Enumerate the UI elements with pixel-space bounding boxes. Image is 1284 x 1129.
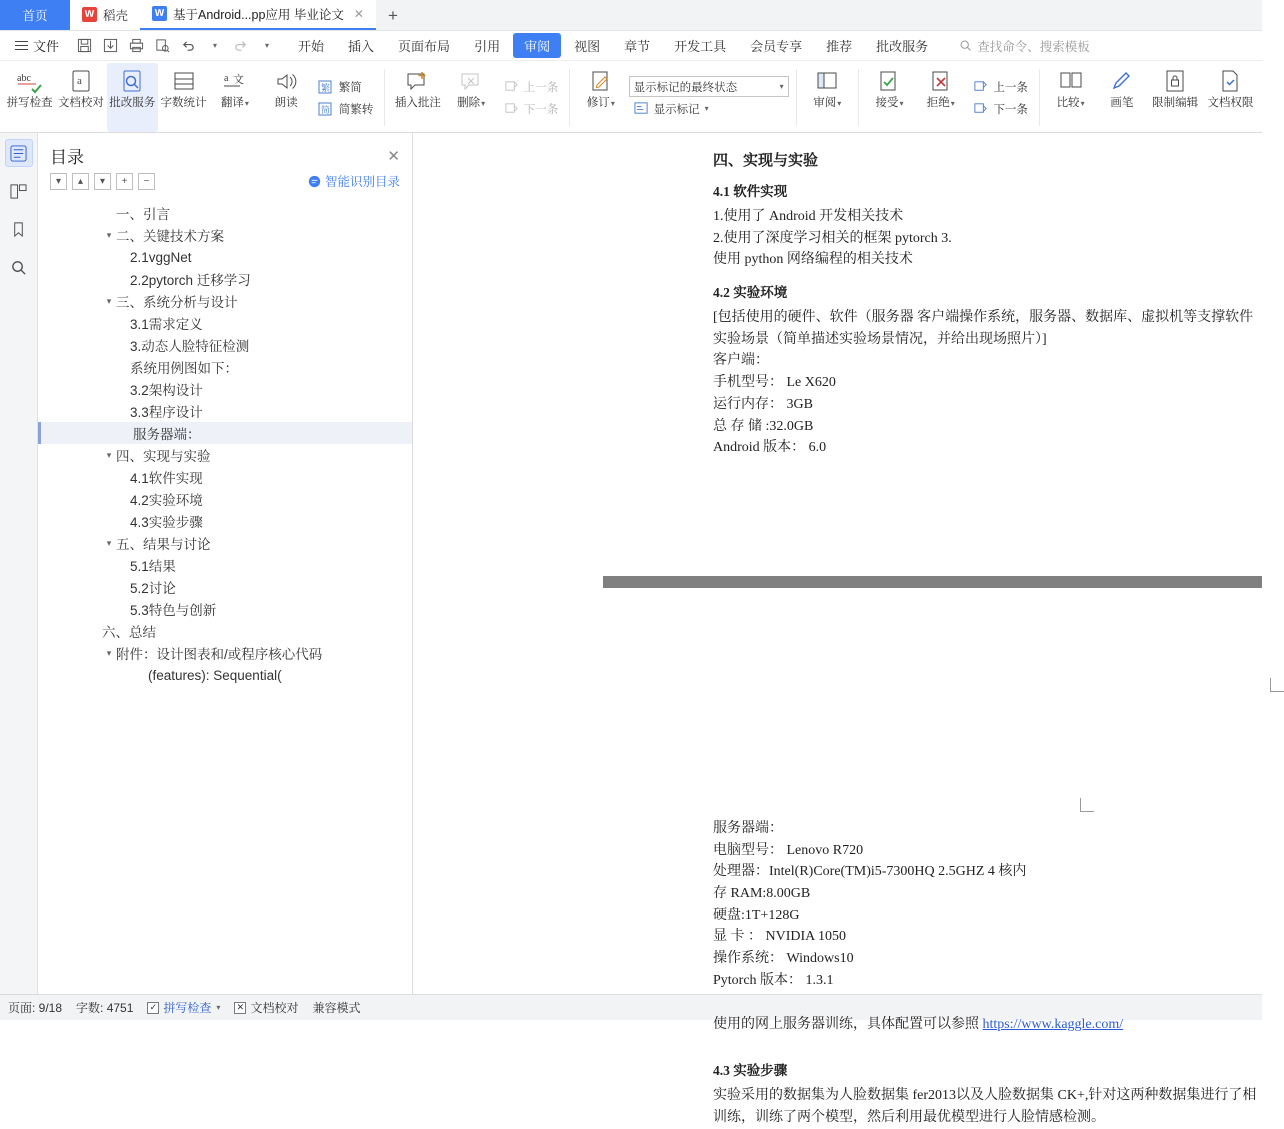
toc-item-label: 4.2实验环境	[130, 493, 203, 508]
to-traditional-label: 繁简	[338, 81, 362, 94]
toc-item-label: 5.2讨论	[130, 581, 176, 596]
toc-item[interactable]	[38, 334, 412, 356]
speaker-icon	[273, 68, 299, 96]
toc-item[interactable]	[38, 532, 412, 554]
tab-bar	[0, 0, 1262, 31]
insert-comment-label: 插入批注	[394, 97, 441, 109]
toc-list[interactable]	[38, 196, 412, 994]
pen-icon	[1109, 68, 1135, 96]
show-markup-label: 显示标记	[653, 103, 700, 116]
expand-level-down-button[interactable]: ▾	[94, 173, 111, 190]
compare-label: 比较▾	[1056, 97, 1085, 109]
spellcheck-label: 拼写检查	[163, 1001, 212, 1015]
to-simplified-button[interactable]	[314, 98, 378, 119]
spell-check-label: 拼写检查	[6, 97, 53, 109]
compare-button[interactable]	[1045, 63, 1096, 132]
word-count-label: 字数统计	[160, 97, 207, 109]
doc-permission-label: 文档权限	[1207, 97, 1254, 109]
toc-item-label: 三、系统分析与设计	[116, 295, 238, 310]
markup-state-select[interactable]	[629, 76, 789, 97]
collapse-all-button[interactable]: ▾	[50, 173, 67, 190]
pen-label: 画笔	[1110, 97, 1134, 109]
prev-comment-button[interactable]	[499, 76, 563, 97]
svg-text:a: a	[76, 75, 82, 87]
doc-line: Pytorch 版本： 1.3.1	[713, 972, 834, 988]
sidebar-item-find[interactable]	[5, 253, 33, 281]
outline-icon	[10, 145, 27, 162]
writer-doc-icon: W	[152, 6, 167, 21]
to-simplified-label: 简繁转	[338, 103, 374, 116]
toc-item[interactable]	[38, 554, 412, 576]
compare-icon	[1058, 68, 1084, 96]
toc-item-label: 2.2pytorch 迁移学习	[130, 273, 251, 288]
sidebar-item-thumbnail[interactable]	[5, 177, 33, 205]
svg-text:文: 文	[232, 74, 244, 86]
restrict-edit-label: 限制编辑	[1152, 97, 1199, 109]
track-changes-button[interactable]	[575, 63, 626, 132]
doc-subheading-43: 4.3 实验步骤	[713, 1063, 788, 1079]
comment-del-icon	[458, 68, 484, 96]
search-icon	[959, 39, 972, 52]
reject-label: 拒绝▾	[926, 97, 955, 109]
svg-text:简: 简	[321, 104, 331, 115]
toc-item[interactable]	[38, 664, 412, 686]
tab-home-label: 首页	[22, 8, 48, 23]
collapse-sub-button[interactable]: −	[138, 173, 155, 190]
quick-access-toolbar	[72, 34, 279, 58]
to-traditional-button[interactable]	[314, 76, 378, 97]
doc-line: [包括使用的硬件、软件（服务器 客户端操作系统，服务器、数据库、虚拟机等支撑软件	[713, 310, 1254, 326]
doc-line: 显 卡 ： NVIDIA 1050	[713, 929, 846, 945]
toc-item[interactable]	[38, 620, 412, 642]
expand-level-up-button[interactable]: ▴	[72, 173, 89, 190]
smart-toc-button[interactable]	[308, 172, 400, 190]
navigation-header	[38, 133, 412, 170]
chevron-down-icon: ▾	[779, 82, 784, 91]
doc-proofread-label: 文档校对	[57, 97, 104, 109]
doc-line: 服务器端：	[713, 821, 783, 836]
toc-item[interactable]	[38, 224, 412, 246]
sidebar-item-bookmark[interactable]	[5, 215, 33, 243]
ribbon-tab-view[interactable]: 视图	[574, 39, 601, 54]
doc-line: 存 RAM:8.00GB	[713, 886, 811, 902]
sidebar-item-outline[interactable]	[5, 139, 33, 167]
toc-item[interactable]	[38, 202, 412, 224]
toc-item-label: (features): Sequential(	[148, 667, 282, 683]
doc-line: 训练，训练了两个模型，然后利用最优模型进行人脸情感检测。	[713, 1109, 1105, 1125]
toc-item-label: 4.3实验步骤	[130, 515, 203, 530]
toc-item[interactable]	[38, 510, 412, 532]
editor-left-margin	[413, 133, 603, 994]
toc-item-label: 五、结果与讨论	[116, 537, 211, 552]
lock-doc-icon	[1162, 68, 1188, 96]
toc-item-label: 4.1软件实现	[130, 471, 203, 486]
simp-trad-icon	[318, 101, 335, 117]
doc-line: 运行内存： 3GB	[713, 396, 813, 412]
toc-item[interactable]	[38, 246, 412, 268]
prev-comment-label: 上一条	[523, 81, 559, 94]
expand-all-button[interactable]: +	[116, 173, 133, 190]
divider	[1039, 69, 1040, 126]
spell-check-button[interactable]	[4, 63, 55, 132]
print-icon[interactable]	[124, 34, 149, 58]
ribbon-tab-chapter[interactable]: 章节	[624, 39, 651, 54]
ribbon-tab-correction[interactable]: 批改服务	[876, 39, 929, 54]
correction-service-label: 批改服务	[109, 97, 156, 109]
reject-icon	[928, 68, 954, 96]
page-indicator[interactable]	[8, 999, 62, 1016]
comment-nav-group	[497, 63, 565, 132]
print-preview-icon[interactable]	[150, 34, 175, 58]
close-icon[interactable]: ✕	[387, 147, 400, 165]
track-pen-icon	[588, 68, 614, 96]
toc-item[interactable]	[38, 598, 412, 620]
ribbon-tab-recommend[interactable]: 推荐	[826, 39, 853, 54]
toc-item[interactable]	[38, 488, 412, 510]
page-indicator-label: 页面: 9/18	[8, 1001, 63, 1015]
accept-button[interactable]	[864, 63, 915, 132]
svg-text:a: a	[223, 73, 229, 84]
doc-link-line	[713, 1014, 1262, 1036]
divider	[796, 69, 797, 126]
toc-item[interactable]	[38, 466, 412, 488]
reject-button[interactable]	[915, 63, 966, 132]
doc-line: 2.使用了深度学习相关的框架 pytorch 3.	[713, 230, 952, 246]
review-pane-label: 审阅▾	[813, 97, 842, 109]
undo-dropdown-icon[interactable]: ▾	[213, 41, 218, 50]
doc-line: 处理器：Intel(R)Core(TM)i5-7300HQ 2.5GHZ 4 核内	[713, 864, 1027, 880]
chevron-down-icon[interactable]: ▾	[106, 229, 112, 240]
toc-item-label: 系统用例图如下：	[130, 361, 238, 376]
translate-icon	[222, 68, 248, 96]
delete-comment-label: 删除▾	[457, 97, 486, 109]
ribbon-tab-developer[interactable]: 开发工具	[674, 39, 727, 54]
doc-line: Android 版本： 6.0	[713, 440, 827, 456]
doc-line: 1.使用了 Android 开发相关技术	[713, 209, 904, 224]
toc-item-label: 3.1需求定义	[130, 317, 203, 332]
next-icon	[503, 101, 520, 116]
navigation-pane	[38, 133, 413, 994]
toc-item-label: 5.1结果	[130, 559, 176, 574]
next-comment-button[interactable]	[499, 98, 563, 119]
ribbon-tab-references[interactable]: 引用	[474, 39, 501, 54]
prev-icon	[972, 79, 989, 94]
tab-document-label: 基于Android...pp应用 毕业论文	[173, 7, 344, 22]
compatibility-mode[interactable]	[312, 999, 360, 1016]
spellcheck-icon: ✓	[147, 1002, 159, 1014]
ribbon-tab-page-layout[interactable]: 页面布局	[398, 39, 451, 54]
delete-comment-button[interactable]	[446, 63, 497, 132]
pen-button[interactable]	[1096, 63, 1147, 132]
svg-text:abc: abc	[16, 73, 31, 84]
document-canvas[interactable]	[413, 133, 1262, 1125]
save-as-icon[interactable]	[98, 34, 123, 58]
toc-item[interactable]	[38, 400, 412, 422]
read-aloud-button[interactable]	[260, 63, 311, 132]
doc-line: 总 存 储 :32.0GB	[713, 418, 814, 434]
toc-item-label: 一、引言	[116, 207, 170, 222]
file-menu-button[interactable]	[6, 34, 68, 58]
doc-line: 手机型号： Le X620	[713, 375, 836, 391]
permission-doc-icon	[1217, 68, 1243, 96]
toc-item-label: 2.1vggNet	[130, 249, 192, 265]
page-corner-mark	[1080, 798, 1094, 812]
toc-item-label: 二、关键技术方案	[116, 229, 224, 244]
doc-subheading-42: 4.2 实验环境	[713, 285, 788, 301]
bookmark-icon	[10, 221, 27, 238]
insert-comment-button[interactable]	[390, 63, 445, 132]
wps-docer-icon: W	[82, 7, 97, 22]
accept-label: 接受▾	[875, 97, 904, 109]
translate-button[interactable]	[209, 63, 260, 132]
ribbon-tab-review[interactable]: 审阅	[513, 33, 561, 58]
document-page-2[interactable]	[603, 588, 1262, 1125]
magnifier-doc-icon	[119, 68, 145, 96]
doc-proofread-button[interactable]	[55, 63, 106, 132]
show-markup-icon	[633, 101, 650, 116]
toc-item-label: 附件：设计图表和/或程序核心代码	[116, 647, 323, 662]
review-pane-icon	[814, 68, 840, 96]
word-count-button[interactable]	[158, 63, 209, 132]
side-rail	[0, 133, 38, 994]
chevron-down-icon[interactable]: ▾	[106, 647, 112, 658]
doc-line: 客户端：	[713, 353, 769, 369]
save-icon[interactable]	[72, 34, 97, 58]
prev-change-label: 上一条	[993, 81, 1028, 94]
ribbon-toolbar	[0, 61, 1262, 133]
hamburger-icon	[15, 38, 28, 53]
tab-home[interactable]	[0, 0, 70, 30]
proofread-status[interactable]	[234, 999, 298, 1016]
divider	[569, 69, 570, 126]
doc-line: 实验场景（简单描述实验场景情况，并给出现场照片）]	[713, 331, 1047, 347]
doc-line: 使用 python 网络编程的相关技术	[713, 252, 913, 268]
menu-bar	[0, 31, 1262, 61]
command-search[interactable]	[959, 37, 1090, 55]
toc-item-label: 四、实现与实验	[116, 449, 211, 464]
chevron-down-icon[interactable]: ▾	[106, 449, 112, 460]
toc-item-selected[interactable]	[38, 422, 412, 444]
page-title: 目录	[50, 148, 84, 167]
spellcheck-status[interactable]: ✓ 拼写检查 ▾	[147, 999, 220, 1016]
chevron-down-icon[interactable]: ▾	[106, 537, 112, 548]
smart-toc-icon	[308, 175, 321, 188]
file-menu-label: 文件	[33, 39, 60, 54]
comment-plus-icon	[405, 68, 431, 96]
ribbon-tab-list	[287, 33, 939, 58]
chinese-convert-group	[312, 63, 380, 132]
next-change-label: 下一条	[993, 103, 1028, 116]
accept-icon	[876, 68, 902, 96]
next-comment-label: 下一条	[523, 103, 559, 116]
correction-service-button[interactable]	[107, 63, 158, 132]
kaggle-link[interactable]: https://www.kaggle.com/	[982, 1016, 1124, 1032]
toc-item-label: 六、总结	[102, 625, 156, 640]
page-corner-mark	[1270, 678, 1284, 692]
toc-item[interactable]	[38, 378, 412, 400]
doc-line: 电脑型号： Lenovo R720	[713, 842, 864, 858]
toc-item-label: 3.2架构设计	[130, 383, 203, 398]
toc-item[interactable]	[38, 356, 412, 378]
read-aloud-label: 朗读	[274, 97, 298, 109]
trad-simp-icon	[318, 79, 335, 95]
markup-state-value: 显示标记的最终状态	[633, 81, 738, 94]
ribbon-tab-insert[interactable]: 插入	[348, 39, 375, 54]
tab-document[interactable]	[140, 0, 376, 30]
compatibility-label: 兼容模式	[312, 1001, 361, 1015]
toc-item[interactable]	[38, 642, 412, 664]
restrict-edit-button[interactable]	[1148, 63, 1203, 132]
toc-item-label: 3.3程序设计	[130, 405, 203, 420]
thumbnail-icon	[10, 183, 27, 200]
word-count-label: 字数: 4751	[76, 1001, 134, 1015]
divider	[384, 69, 385, 126]
doc-permission-button[interactable]	[1203, 63, 1258, 132]
search-icon	[10, 259, 27, 276]
toc-item-label: 3.动态人脸特征检测	[130, 339, 250, 354]
redo-dropdown-icon[interactable]: ▾	[265, 41, 270, 50]
navigation-toolbar	[38, 170, 412, 196]
doc-subheading-41: 4.1 软件实现	[713, 184, 788, 199]
doc-heading-4: 四、实现与实验	[713, 153, 819, 169]
chevron-down-icon[interactable]: ▾	[106, 295, 112, 306]
toc-item-label: 服务器端：	[133, 427, 201, 442]
word-count-indicator[interactable]	[76, 999, 133, 1016]
toc-item[interactable]	[38, 312, 412, 334]
tab-docer[interactable]	[70, 0, 140, 30]
toc-item[interactable]	[38, 268, 412, 290]
svg-text:繁: 繁	[321, 82, 331, 93]
doc-line: 实验采用的数据集为人脸数据集 fer2013以及人脸数据集 CK+,针对这两种数据集进行了相	[713, 1088, 1257, 1104]
doc-proof-icon	[68, 68, 94, 96]
smart-toc-label: 智能识别目录	[324, 175, 400, 189]
translate-label: 翻译▾	[220, 97, 249, 109]
review-pane-button[interactable]	[802, 63, 853, 132]
change-nav-group	[966, 63, 1034, 132]
ribbon-tab-start[interactable]: 开始	[298, 39, 325, 54]
new-tab-button[interactable]: +	[387, 6, 398, 25]
markup-group	[627, 63, 791, 132]
toc-item[interactable]	[38, 576, 412, 598]
proofread-label: 文档校对	[250, 1001, 299, 1015]
toc-item[interactable]	[38, 290, 412, 312]
ribbon-tab-member[interactable]: 会员专享	[750, 39, 803, 54]
document-page-1[interactable]	[603, 133, 1262, 576]
doc-link-prefix: 使用的网上服务器训练，具体配置可以参照	[713, 1016, 983, 1032]
divider	[858, 69, 859, 126]
close-icon[interactable]: ✕	[353, 6, 364, 21]
prev-change-button[interactable]	[968, 76, 1032, 97]
show-markup-button[interactable]: 显示标记 ▾	[629, 98, 789, 119]
doc-line: 硬盘:1T+128G	[713, 907, 800, 923]
next-icon	[972, 101, 989, 116]
abc-check-icon	[16, 68, 44, 96]
toc-item-label: 5.3特色与创新	[130, 603, 217, 618]
undo-icon[interactable]	[176, 34, 201, 58]
doc-line: 操作系统： Windows10	[713, 951, 854, 967]
proofread-icon: ✕	[234, 1002, 246, 1014]
toc-item[interactable]	[38, 444, 412, 466]
next-change-button[interactable]	[968, 98, 1032, 119]
tab-docer-label: 稻壳	[103, 8, 129, 23]
command-search-placeholder: 查找命令、搜索模板	[977, 39, 1090, 54]
prev-icon	[503, 79, 520, 94]
track-changes-label: 修订▾	[586, 97, 615, 109]
redo-icon[interactable]	[228, 34, 253, 58]
word-count-icon	[171, 68, 197, 96]
